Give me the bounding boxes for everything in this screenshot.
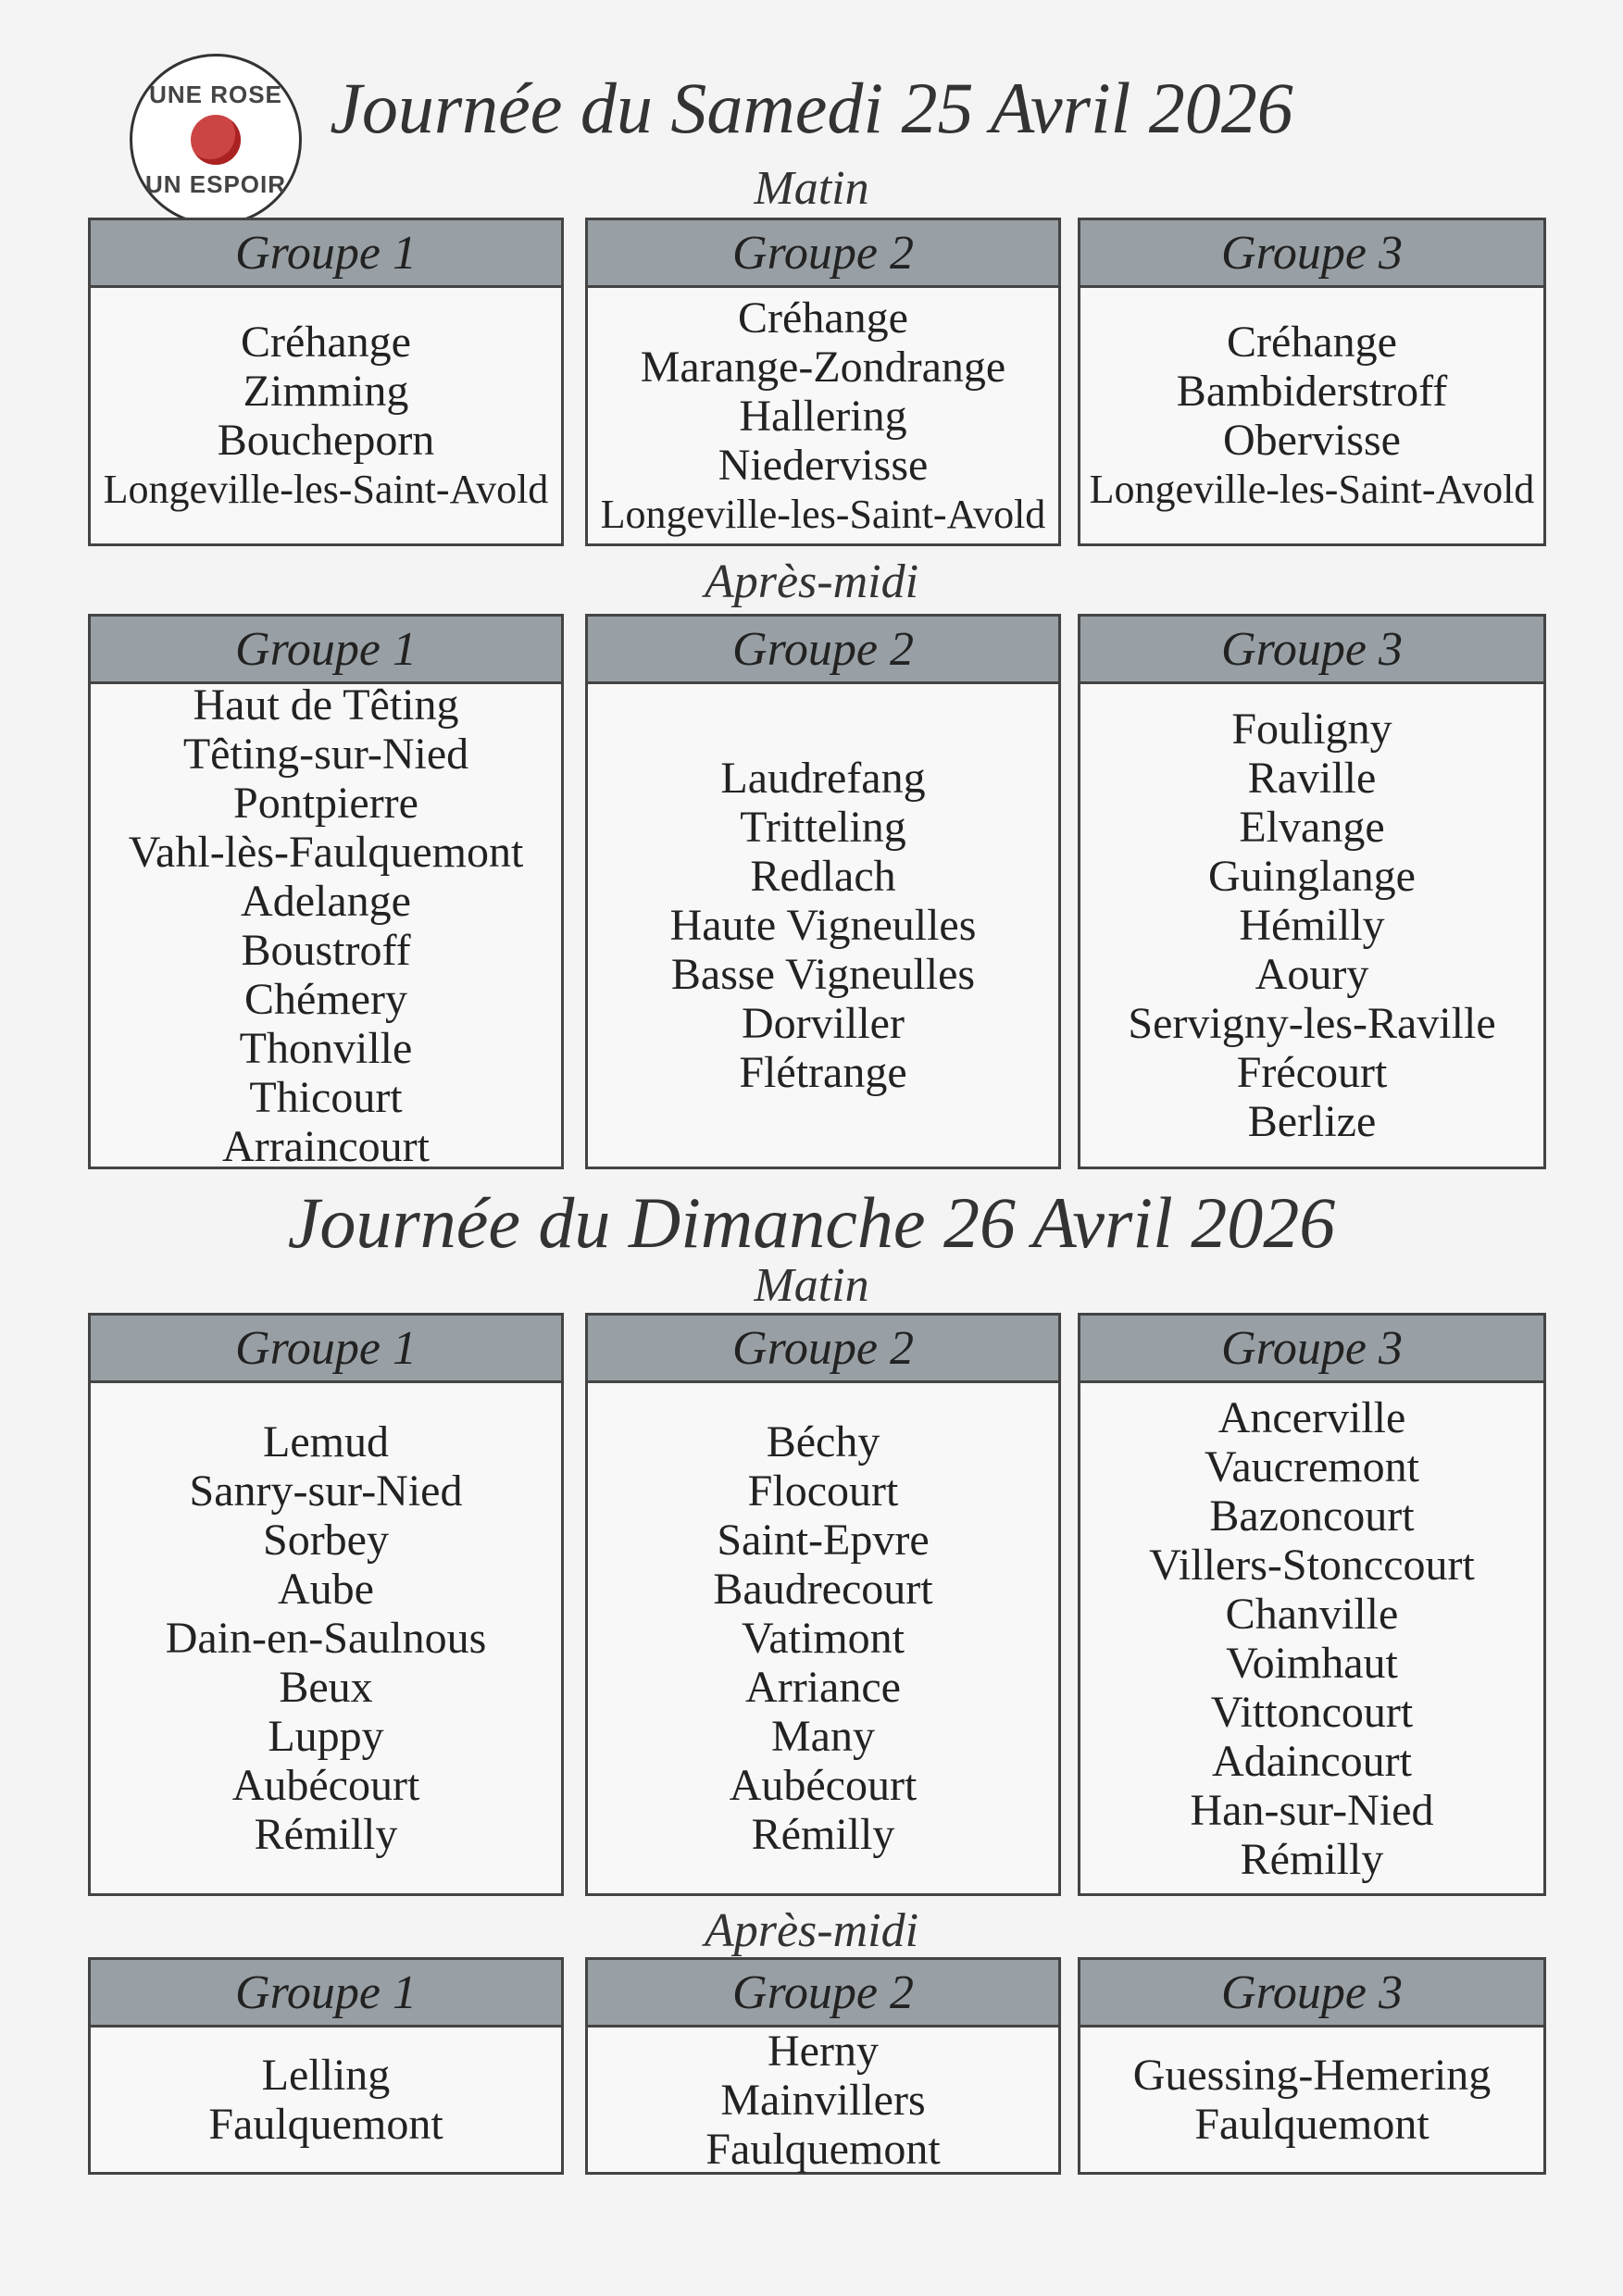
town-name: Lemud	[263, 1417, 389, 1466]
day2-afternoon-group-3	[1078, 1957, 1546, 2175]
town-name: Béchy	[766, 1417, 880, 1466]
town-name: Vittoncourt	[1210, 1687, 1414, 1737]
town-name: Rémilly	[751, 1810, 895, 1859]
town-name: Fouligny	[1231, 705, 1392, 754]
group-header: Groupe 1	[91, 220, 561, 288]
town-name: Redlach	[750, 852, 896, 901]
group-header: Groupe 1	[91, 1316, 561, 1383]
town-name: Raville	[1247, 754, 1377, 803]
town-name: Faulquemont	[208, 2100, 443, 2149]
town-name: Laudrefang	[720, 754, 926, 803]
day2-afternoon-label: Après-midi	[704, 1904, 919, 1957]
town-name: Vatimont	[742, 1614, 905, 1663]
town-name: Voimhaut	[1226, 1638, 1398, 1688]
town-name: Lelling	[261, 2051, 391, 2100]
town-name: Zimming	[243, 367, 409, 416]
town-name: Aubécourt	[729, 1761, 918, 1810]
group-header: Groupe 2	[588, 617, 1058, 684]
town-name: Pontpierre	[233, 778, 418, 828]
group-header: Groupe 3	[1080, 1316, 1543, 1383]
logo-bottom-text: UN ESPOIR	[144, 170, 287, 198]
town-list	[588, 1383, 1058, 1893]
town-name: Chémery	[244, 974, 407, 1024]
town-name: Faulquemont	[705, 2124, 941, 2174]
town-name: Thonville	[239, 1023, 413, 1073]
town-name: Chanville	[1225, 1589, 1399, 1639]
town-name: Boucheporn	[217, 416, 435, 465]
day1-morning-group-3	[1078, 218, 1546, 546]
town-name: Sorbey	[263, 1516, 389, 1565]
town-name: Aubécourt	[231, 1761, 420, 1810]
group-header: Groupe 1	[91, 1960, 561, 2028]
town-name: Rémilly	[1240, 1834, 1384, 1884]
town-name: Flocourt	[747, 1466, 899, 1516]
town-name: Arriance	[745, 1663, 901, 1712]
group-header: Groupe 2	[588, 1960, 1058, 2028]
town-name: Servigny-les-Raville	[1128, 999, 1496, 1048]
group-header: Groupe 2	[588, 220, 1058, 288]
day1-morning-group-1	[88, 218, 564, 546]
group-header: Groupe 3	[1080, 617, 1543, 684]
day2-morning-group-1	[88, 1313, 564, 1896]
town-name: Villers-Stonccourt	[1149, 1540, 1475, 1590]
town-list	[588, 2028, 1058, 2172]
town-name: Bambiderstroff	[1176, 367, 1448, 416]
town-name: Ancerville	[1217, 1392, 1406, 1442]
town-name: Longeville-les-Saint-Avold	[103, 467, 549, 512]
town-name: Hémilly	[1239, 901, 1385, 950]
group-header: Groupe 3	[1080, 220, 1543, 288]
day1-afternoon-group-1	[88, 614, 564, 1169]
town-name: Créhange	[241, 318, 411, 367]
town-name: Niedervisse	[718, 440, 929, 490]
day2-afternoon-group-2	[585, 1957, 1061, 2175]
town-list	[588, 684, 1058, 1167]
town-list	[91, 2028, 561, 2172]
day1-morning-group-2	[585, 218, 1061, 546]
town-name: Berlize	[1247, 1097, 1377, 1146]
town-name: Haute Vigneulles	[669, 901, 977, 950]
town-name: Frécourt	[1236, 1048, 1388, 1097]
day1-afternoon-group-2	[585, 614, 1061, 1169]
town-list	[1080, 288, 1543, 543]
day1-title: Journée du Samedi 25 Avril 2026	[330, 68, 1293, 148]
day2-title: Journée du Dimanche 26 Avril 2026	[287, 1182, 1336, 1263]
day2-afternoon-group-1	[88, 1957, 564, 2175]
town-name: Bazoncourt	[1209, 1491, 1415, 1541]
town-name: Basse Vigneulles	[670, 950, 976, 999]
town-name: Herny	[768, 2026, 879, 2076]
town-name: Elvange	[1239, 803, 1385, 852]
town-name: Boustroff	[241, 925, 411, 975]
town-list	[1080, 1383, 1543, 1893]
town-list	[91, 288, 561, 543]
town-list	[1080, 684, 1543, 1167]
town-list	[1080, 2028, 1543, 2172]
town-name: Thicourt	[249, 1072, 403, 1122]
town-name: Flétrange	[739, 1048, 907, 1097]
town-name: Haut de Têting	[193, 680, 459, 730]
day1-afternoon-label: Après-midi	[704, 555, 919, 608]
town-name: Many	[771, 1712, 875, 1761]
day1-morning-label: Matin	[754, 162, 869, 215]
group-header: Groupe 3	[1080, 1960, 1543, 2028]
town-name: Adaincourt	[1212, 1736, 1412, 1786]
group-header: Groupe 2	[588, 1316, 1058, 1383]
town-name: Longeville-les-Saint-Avold	[600, 491, 1046, 537]
town-name: Saint-Epvre	[717, 1516, 930, 1565]
town-name: Rémilly	[254, 1810, 398, 1859]
town-name: Arraincourt	[222, 1121, 430, 1171]
town-name: Dorviller	[742, 999, 905, 1048]
town-name: Têting-sur-Nied	[182, 729, 469, 779]
day2-morning-group-2	[585, 1313, 1061, 1896]
town-name: Aoury	[1255, 950, 1369, 999]
town-name: Aube	[278, 1565, 374, 1614]
group-header: Groupe 1	[91, 617, 561, 684]
town-name: Faulquemont	[1194, 2100, 1429, 2149]
town-name: Obervisse	[1223, 416, 1401, 465]
town-name: Vahl-lès-Faulquemont	[128, 827, 524, 877]
town-name: Créhange	[1227, 318, 1397, 367]
town-name: Baudrecourt	[713, 1565, 933, 1614]
day1-afternoon-group-3	[1078, 614, 1546, 1169]
town-name: Longeville-les-Saint-Avold	[1089, 467, 1535, 512]
town-name: Guinglange	[1208, 852, 1416, 901]
town-name: Hallering	[739, 391, 907, 441]
logo-top-text: UNE ROSE	[149, 81, 282, 108]
town-list	[91, 1383, 561, 1893]
day2-morning-label: Matin	[754, 1259, 869, 1312]
town-name: Han-sur-Nied	[1190, 1785, 1434, 1835]
town-list	[91, 680, 561, 1171]
town-name: Adelange	[241, 876, 411, 926]
town-name: Créhange	[738, 293, 908, 343]
town-name: Dain-en-Saulnous	[165, 1614, 487, 1663]
town-list	[588, 288, 1058, 543]
town-name: Luppy	[268, 1712, 384, 1761]
town-name: Sanry-sur-Nied	[189, 1466, 463, 1516]
town-name: Vaucremont	[1205, 1441, 1419, 1491]
town-name: Mainvillers	[720, 2075, 926, 2125]
day2-morning-group-3	[1078, 1313, 1546, 1896]
town-name: Beux	[279, 1663, 373, 1712]
town-name: Tritteling	[740, 803, 906, 852]
town-name: Guessing-Hemering	[1132, 2051, 1492, 2100]
town-name: Marange-Zondrange	[640, 342, 1006, 392]
